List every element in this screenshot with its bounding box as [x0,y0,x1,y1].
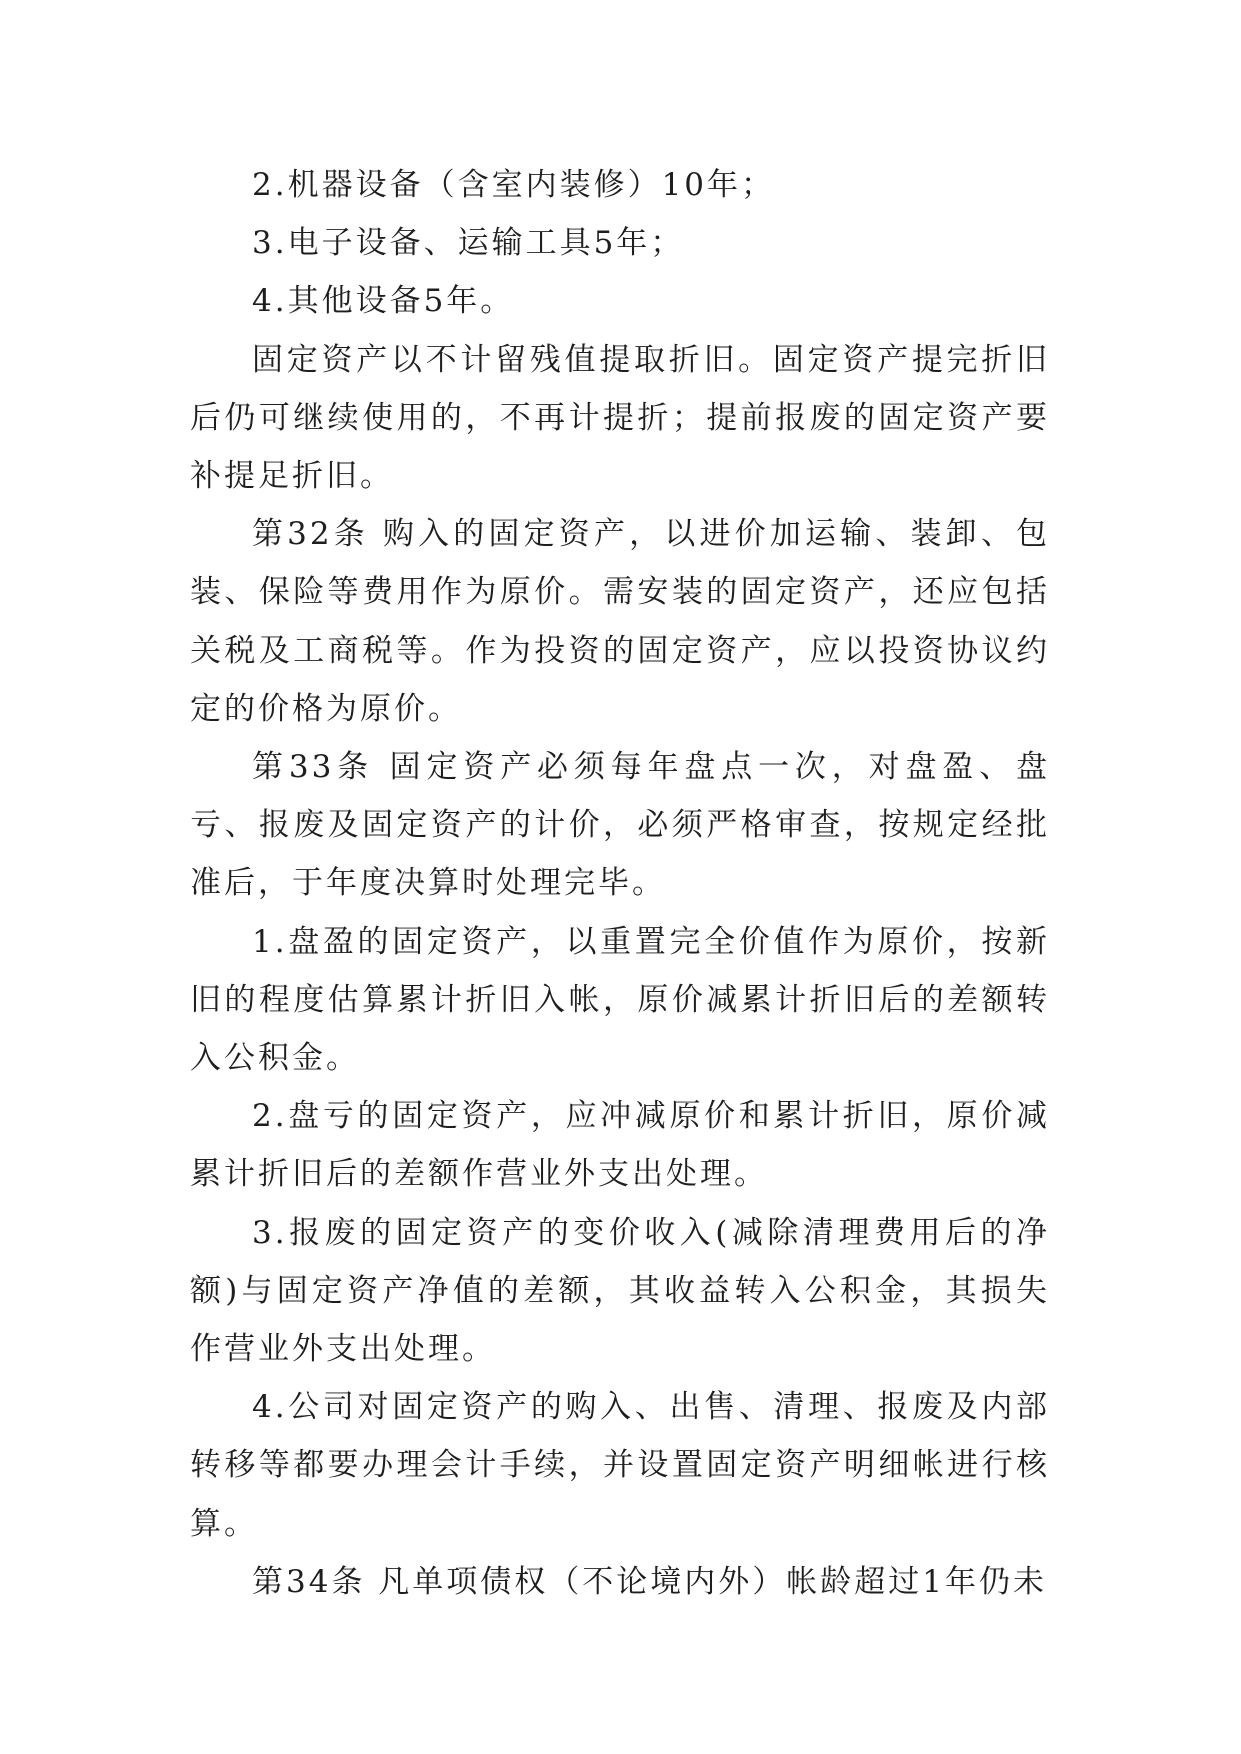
document-body [190,156,1050,1611]
paragraph-scrapped-assets: 3.报废的固定资产的变价收入(减除清理费用后的净额)与固定资产净值的差额，其收益转入公积金，其损失作营业外支出处理。 [190,1214,1050,1368]
paragraph-inventory-surplus: 1.盘盈的固定资产，以重置完全价值作为原价，按新旧的程度估算累计折旧入帐，原价减累计折旧后的差额转入公积金。 [190,923,1050,1077]
paragraph-accounting-procedures: 4.公司对固定资产的购入、出售、清理、报废及内部转移等都要办理会计手续，并设置固定资产明细帐进行核算。 [190,1389,1050,1542]
paragraph-article-32: 第32条 购入的固定资产，以进价加运输、装卸、包装、保险等费用作为原价。需安装的固定资产，还应包括关税及工商税等。作为投资的固定资产，应以投资协议约定的价格为原价。 [190,516,1050,727]
paragraph-other-equipment: 4.其他设备5年。 [252,283,515,320]
paragraph-inventory-loss: 2.盘亏的固定资产，应冲减原价和累计折旧，原价减累计折旧后的差额作营业外支出处理。 [190,1098,1050,1193]
paragraph-electronic-equipment: 3.电子设备、运输工具5年； [252,225,685,262]
paragraph-depreciation-rule: 固定资产以不计留残值提取折旧。固定资产提完折旧后仍可继续使用的，不再计提折；提前报废的固定资产要补提足折旧。 [190,341,1050,495]
paragraph-article-33: 第33条 固定资产必须每年盘点一次，对盘盈、盘亏、报废及固定资产的计价，必须严格审查，按规定经批准后，于年度决算时处理完毕。 [190,749,1050,902]
paragraph-article-34: 第34条 凡单项债权（不论境内外）帐龄超过1年仍未 [252,1563,1048,1600]
paragraph-machinery-depreciation: 2.机器设备（含室内装修）10年； [252,167,776,203]
